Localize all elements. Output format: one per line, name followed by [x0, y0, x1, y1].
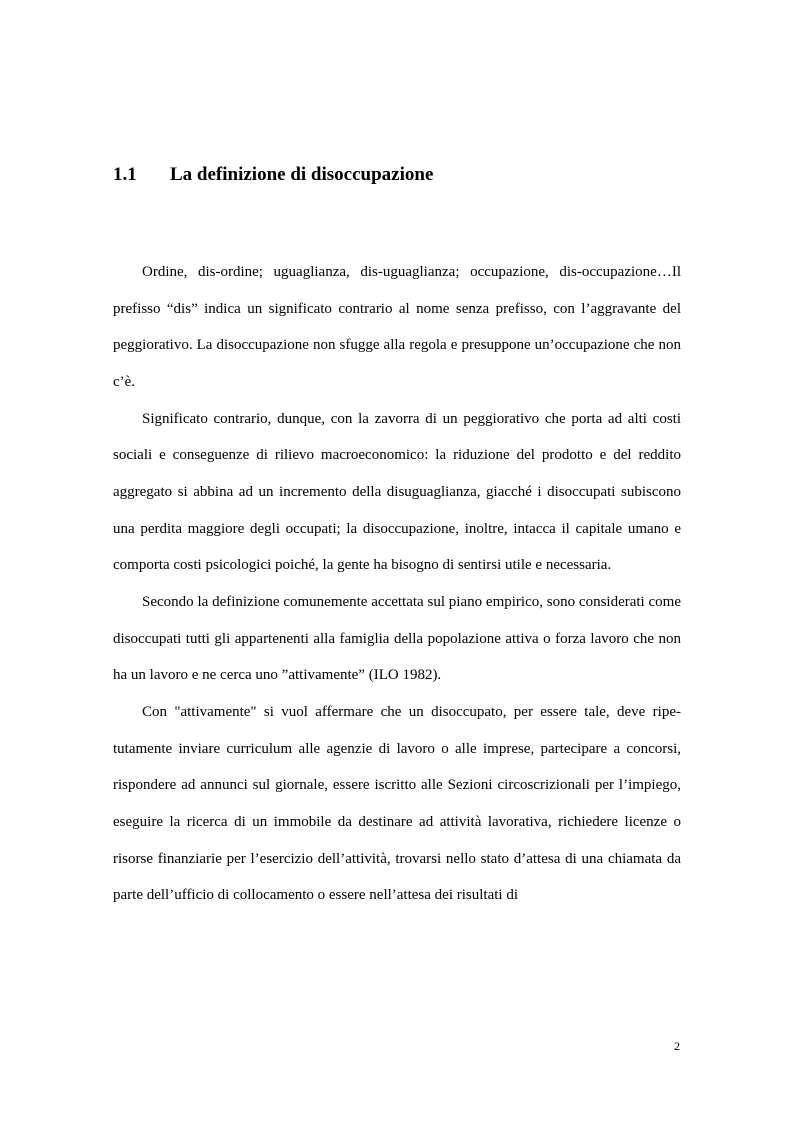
section-title: La definizione di disoccupazione [170, 164, 434, 185]
paragraph-4: Con "attivamente" si vuol affermare che un disoccupato, per essere tale, deve ripetutamente inviare curriculum alle agenzie di lavoro o alle imprese, partecipare a concorsi, rispondere ad annunci sul giornale, essere iscritto alle Sezioni circoscrizionali per l’impiego, eseguire la ricerca di un immobile da destinare ad attività lavorativa, richiedere licenze o risorse finanziarie per l’esercizio dell’attività, trovarsi nello stato d’attesa di una chiamata da parte dell’ufficio di collocamento o essere nell’attesa dei risultati di [113, 703, 681, 904]
page-number: 2 [674, 1039, 680, 1053]
paragraph-1: Ordine, dis-ordine; uguaglianza, dis-uguaglianza; occupazione, dis-occupazione…Il prefisso “dis” indica un significato contrario al nome senza prefisso, con l’aggravante del peggiorativo. La disoccupazione non sfugge alla regola e presuppone un’occupazione che non c’è. [113, 264, 681, 390]
section-number: 1.1 [113, 164, 137, 185]
paragraph-2: Significato contrario, dunque, con la zavorra di un peggiorativo che porta ad alti costi sociali e conseguenze di rilievo macroeconomico: la riduzione del prodotto e del reddito aggregato si abbina ad un incremento della disuguaglianza, giacché i disoccupati subiscono una perdita maggiore degli occupati; la disoccupazione, inoltre, intacca il capitale umano e comporta costi psicologici poiché, la gente ha bisogno di sentirsi utile e necessaria. [113, 410, 681, 574]
paragraph-3: Secondo la definizione comunemente accettata sul piano empirico, sono considerati come disoccupati tutti gli appartenenti alla famiglia della popolazione attiva o forza lavoro che non ha un lavoro e ne cerca uno ”attivamente” (ILO 1982). [113, 593, 681, 684]
body-text [113, 254, 681, 914]
section-heading [113, 160, 433, 190]
